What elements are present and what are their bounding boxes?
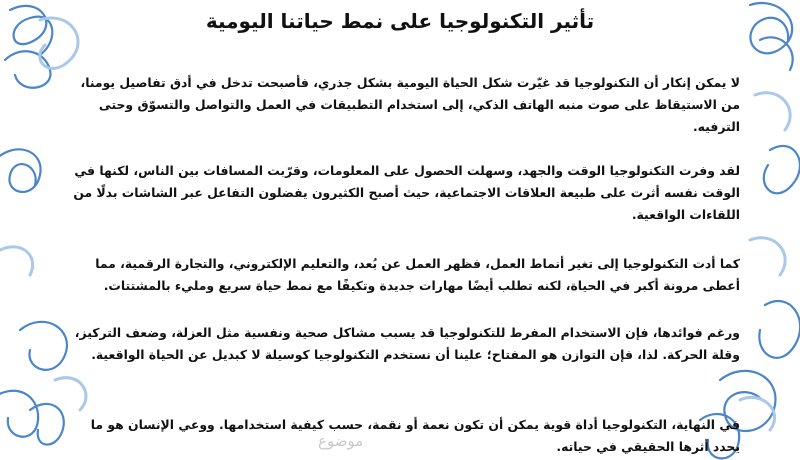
paragraph-3: كما أدت التكنولوجيا إلى تغير أنماط العمل، فظهر العمل عن بُعد، والتعليم الإلكتروني، والتجارة الرقمية، مما أعطى مرونة أكبر في الحياة، لكنه تطلب أيضًا مهارات جديدة وتكيفًا مع نمط حياة سريع ومليء بالمشتتات.: [95, 256, 740, 293]
paragraph-4: ورغم فوائدها، فإن الاستخدام المفرط للتكنولوجيا قد يسبب مشاكل صحية ونفسية مثل العزلة، وضعف التركيز، وقلة الحركة. لذا، فإن التوازن هو المفتاح؛ علينا أن نستخدم التكنولوجيا كوسيلة لا كبديل عن الحياة الواقعية.: [74, 325, 740, 362]
paragraph-2: لقد وفرت التكنولوجيا الوقت والجهد، وسهلت الحصول على المعلومات، وقرّبت المسافات بين الناس، لكنها في الوقت نفسه أثرت على طبيعة العلاقات الاجتماعية، حيث أصبح الكثيرون يفضلون التفاعل عبر الشاشات بدلًا من اللقاءات الواقعية.: [73, 163, 740, 222]
paragraph-5: في النهاية، التكنولوجيا أداة قوية يمكن أن تكون نعمة أو نقمة، حسب كيفية استخدامها. ووعي الإنسان هو ما يحدد أثرها الحقيقي في حياته.: [90, 417, 740, 454]
paragraph-1: لا يمكن إنكار أن التكنولوجيا قد غيّرت شكل الحياة اليومية بشكل جذري، فأصبحت تدخل في أدق تفاصيل يومنا، من الاستيقاظ على صوت منبه الهاتف الذكي، إلى استخدام التطبيقات في العمل والتواصل والتسوّق وحتى الترفيه.: [80, 75, 740, 134]
article: [60, 0, 740, 460]
watermark-text: موضوع: [318, 432, 364, 450]
article-title: تأثير التكنولوجيا على نمط حياتنا اليومية: [205, 9, 595, 33]
